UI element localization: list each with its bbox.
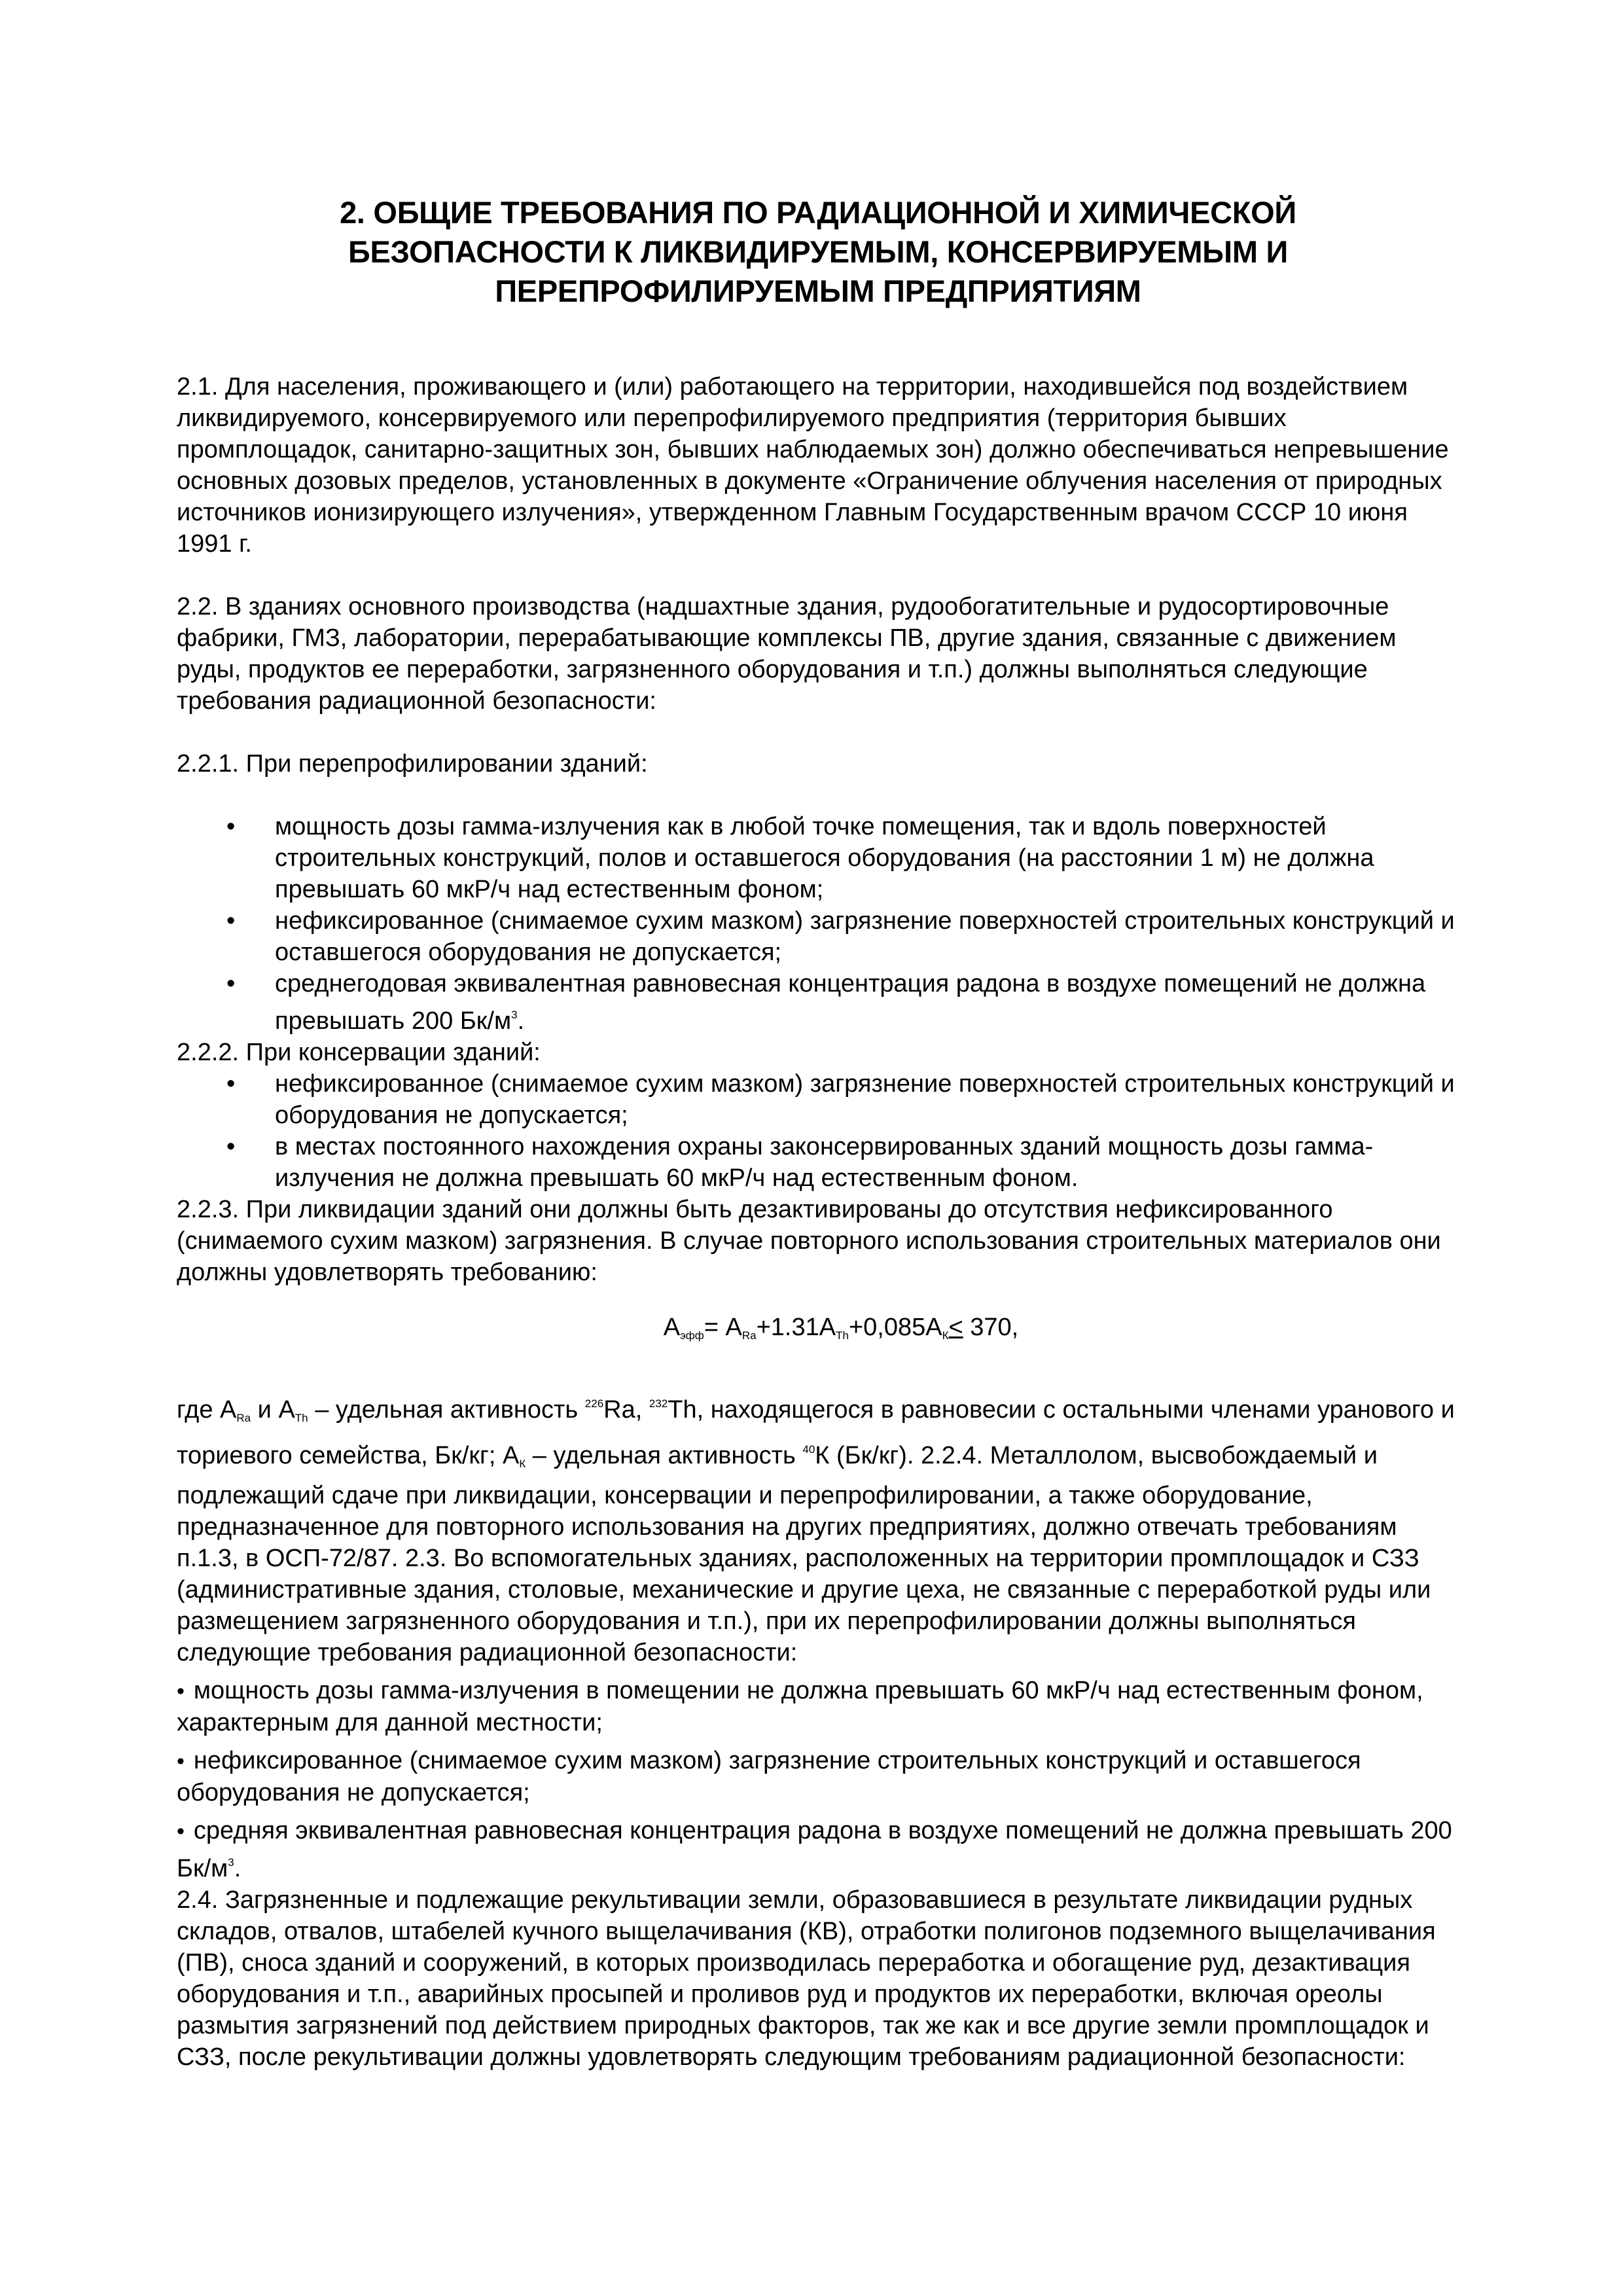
- subscript: Th: [294, 1412, 308, 1424]
- inline-list-item: [177, 1675, 1459, 1738]
- bullet-icon: •: [226, 1133, 236, 1160]
- list-item: [177, 968, 1459, 1037]
- formula-subscript: К: [942, 1329, 949, 1342]
- text-run: и А: [251, 1396, 295, 1424]
- title-line-1: 2. ОБЩИЕ ТРЕБОВАНИЯ ПО РАДИАЦИОННОЙ И ХИМИЧЕСКОЙ: [340, 195, 1296, 230]
- list-item-text: средняя эквивалентная равновесная концентрация радона в воздухе помещений не должна превышать 200 Бк/м: [177, 1817, 1452, 1882]
- paragraph-2-2-2: 2.2.2. При консервации зданий:: [177, 1039, 541, 1066]
- document-page: [177, 193, 1459, 2073]
- formula-part: А: [663, 1314, 681, 1341]
- superscript: 226: [584, 1397, 604, 1410]
- list-item-text: нефиксированное (снимаемое сухим мазком) загрязнение строительных конструкций и оставшегося оборудования не допускается;: [177, 1747, 1361, 1806]
- list-item-text-end: .: [517, 1007, 525, 1035]
- list-2-2-2: [177, 1068, 1459, 1194]
- list-item: [177, 1068, 1459, 1131]
- paragraph-2-1: 2.1. Для населения, проживающего и (или) работающего на территории, находившейся под воздействием ликвидируемого, консервируемого или перепрофилируемого предприятия (территория бывших промплощадок, санитарно-защитных зон, бывших наблюдаемых зон) должно обеспечиваться непревышение основных дозовых пределов, установленных в документе «Ограничение облучения населения от природных источников ионизирующего излучения», утвержденном Главным Государственным врачом СССР 10 июня 1991 г.: [177, 373, 1449, 558]
- text-run: где А: [177, 1396, 237, 1424]
- paragraph-2-4: 2.4. Загрязненные и подлежащие рекультивации земли, образовавшиеся в результате ликвидации рудных складов, отвалов, штабелей кучного выщелачивания (КВ), отработки полигонов подземного выщелачивания (ПВ), сноса зданий и сооружений, в которых производилась переработка и обогащение руд, дезактивация оборудования и т.п., аварийных просыпей и проливов руд и продуктов их переработки, включая ореолы размытия загрязнений под действием природных факторов, так же как и все другие земли промплощадок и СЗЗ, после рекультивации должны удовлетворять следующим требованиям радиационной безопасности:: [177, 1886, 1436, 2071]
- formula-subscript: Ra: [741, 1329, 757, 1342]
- formula-subscript: эфф: [680, 1329, 704, 1342]
- inline-list-item: [177, 1745, 1459, 1808]
- bullet-icon: •: [177, 1679, 185, 1704]
- bullet-icon: •: [226, 813, 236, 840]
- list-item-text: мощность дозы гамма-излучения как в любой точке помещения, так и вдоль поверхностей строительных конструкций, полов и оставшегося оборудования (на расстоянии 1 м) не должна превышать 60 мкР/ч над естественным фоном;: [275, 813, 1374, 903]
- bullet-icon: •: [177, 1749, 185, 1774]
- list-item: [177, 811, 1459, 905]
- formula-part: 370,: [963, 1314, 1019, 1341]
- bullet-icon: •: [226, 907, 236, 935]
- section-title: [177, 193, 1459, 311]
- paragraph-2-2-3: 2.2.3. При ликвидации зданий они должны быть дезактивированы до отсутствия нефиксированного (снимаемого сухим мазком) загрязнения. В случае повторного использования строительных материалов они должны удовлетворять требованию:: [177, 1196, 1441, 1286]
- title-line-3: ПЕРЕПРОФИЛИРУЕМЫМ ПРЕДПРИЯТИЯМ: [495, 274, 1141, 308]
- list-item-text-end: .: [234, 1855, 241, 1882]
- list-item: [177, 1131, 1459, 1194]
- formula-subscript: Th: [836, 1329, 849, 1342]
- list-item-text: мощность дозы гамма-излучения в помещении не должна превышать 60 мкР/ч над естественным фоном, характерным для данной местности;: [177, 1677, 1423, 1736]
- bullet-icon: •: [226, 970, 236, 997]
- bullet-icon: •: [226, 1070, 236, 1098]
- text-run: Ra,: [603, 1396, 649, 1424]
- formula-part: = А: [704, 1314, 742, 1341]
- formula-less-or-equal: <: [948, 1314, 963, 1341]
- text-run: – удельная активность: [526, 1442, 803, 1469]
- subscript: К: [519, 1458, 526, 1470]
- list-2-2-1: [177, 811, 1459, 1037]
- paragraph-where: [177, 1388, 1459, 1668]
- list-item-text: в местах постоянного нахождения охраны законсервированных зданий мощность дозы гамма-излучения не должна превышать 60 мкР/ч над естественным фоном.: [275, 1133, 1374, 1192]
- list-item-text: среднегодовая эквивалентная равновесная концентрация радона в воздухе помещений не должна превышать 200 Бк/м: [275, 970, 1426, 1035]
- paragraph-2-2-1: 2.2.1. При перепрофилировании зданий:: [177, 750, 648, 778]
- title-line-2: БЕЗОПАСНОСТИ К ЛИКВИДИРУЕМЫМ, КОНСЕРВИРУЕМЫМ И: [348, 234, 1288, 269]
- text-run: – удельная активность: [308, 1396, 585, 1424]
- inline-list-item: [177, 1815, 1459, 1884]
- list-item-text: нефиксированное (снимаемое сухим мазком) загрязнение поверхностей строительных конструкций и оборудования не допускается;: [275, 1070, 1455, 1129]
- bullet-icon: •: [177, 1819, 185, 1844]
- text-run: Th, находящегося в равновесии с остальными членами уранового и ториевого семейства, Бк/кг; А: [177, 1396, 1455, 1469]
- list-item-text: нефиксированное (снимаемое сухим мазком) загрязнение поверхностей строительных конструкций и оставшегося оборудования не допускается;: [275, 907, 1455, 966]
- formula-part: +0,085А: [848, 1314, 942, 1341]
- formula-part: +1.31А: [756, 1314, 836, 1341]
- superscript: 3: [228, 1856, 234, 1869]
- subscript: Ra: [236, 1412, 251, 1424]
- superscript: 3: [511, 1009, 518, 1021]
- activity-formula: [177, 1312, 1459, 1352]
- superscript: 40: [802, 1443, 815, 1456]
- paragraph-2-2: 2.2. В зданиях основного производства (надшахтные здания, рудообогатительные и рудосортировочные фабрики, ГМЗ, лаборатории, перерабатывающие комплексы ПВ, другие здания, связанные с движением руды, продуктов ее переработки, загрязненного оборудования и т.п.) должны выполняться следующие требования радиационной безопасности:: [177, 593, 1397, 715]
- text-run: К (Бк/кг). 2.2.4. Металлолом, высвобождаемый и подлежащий сдаче при ликвидации, консервации и перепрофилировании, а также оборудование, предназначенное для повторного использования на других предприятиях, должно отвечать требованиям п.1.3, в ОСП-72/87. 2.3. Во вспомогательных зданиях, расположенных на территории промплощадок и СЗЗ (административные здания, столовые, механические и другие цеха, не связанные с переработкой руды или размещением загрязненного оборудования и т.п.), при их перепрофилировании должны выполняться следующие требования радиационной безопасности:: [177, 1442, 1431, 1666]
- superscript: 232: [649, 1397, 668, 1410]
- list-item: [177, 905, 1459, 968]
